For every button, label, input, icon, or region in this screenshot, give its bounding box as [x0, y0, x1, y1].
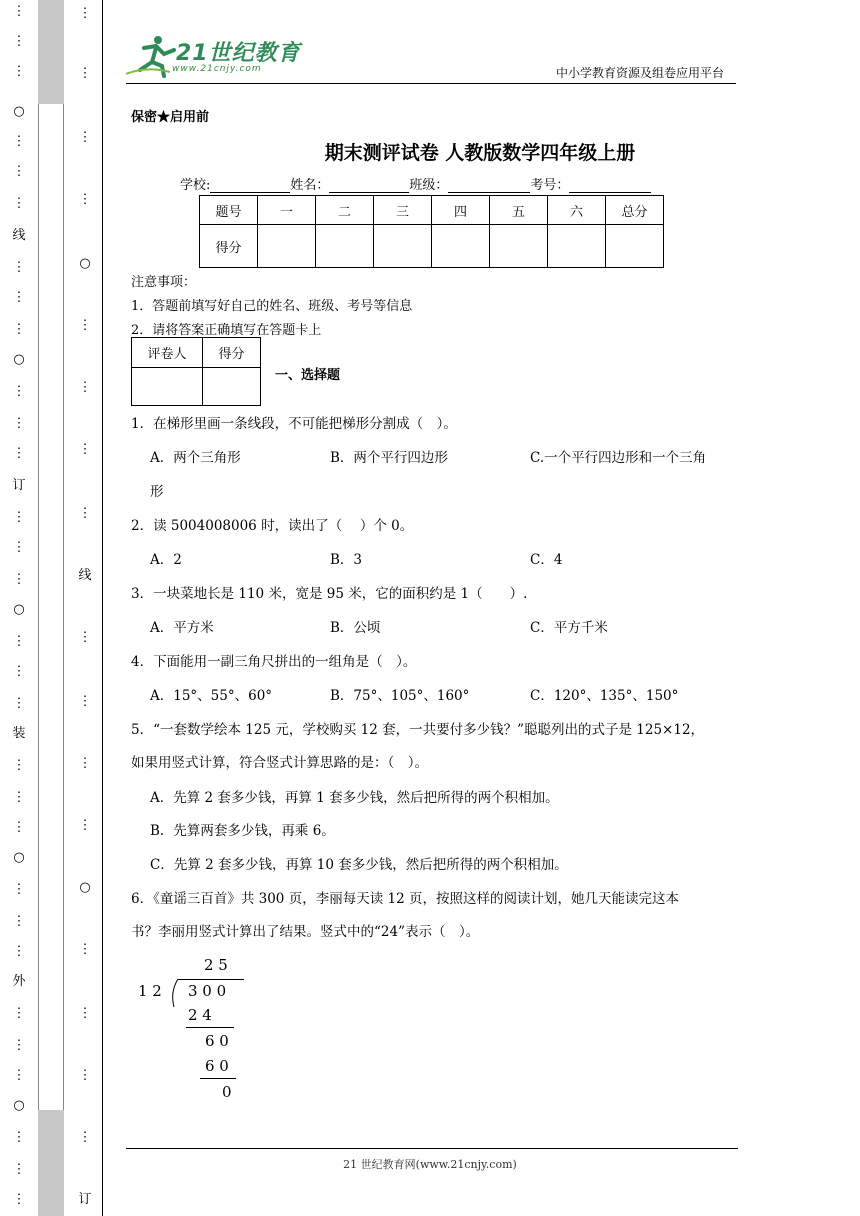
dots-mark: ⋮ — [12, 134, 26, 149]
binding-label-bind: 订 — [12, 478, 26, 493]
dots-mark: ⋮ — [12, 1038, 26, 1053]
class-blank[interactable] — [448, 179, 530, 193]
question-stem: 4．下面能用一副三角尺拼出的一组角是（ ）。 — [131, 654, 417, 670]
dots-mark: ⋮ — [78, 630, 92, 645]
footer-rule — [126, 1148, 738, 1149]
score-header: 五 — [490, 196, 548, 225]
dots-mark: ⋮ — [12, 1130, 26, 1145]
score-header: 六 — [548, 196, 606, 225]
dots-mark: ⋮ — [12, 416, 26, 431]
dots-mark: ⋮ — [12, 446, 26, 461]
circle-mark: ○ — [13, 850, 25, 865]
option-a[interactable]: A．15°、55°、60° — [150, 688, 273, 704]
ld-step-2: 6 0 — [205, 1032, 229, 1050]
footer-text: 21 世纪教育网(www.21cnjy.com) — [343, 1158, 517, 1171]
option-c[interactable]: C．平方千米 — [530, 620, 608, 636]
dots-mark: ⋮ — [12, 820, 26, 835]
dots-mark: ⋮ — [12, 540, 26, 555]
option-b[interactable]: B．两个平行四边形 — [330, 450, 448, 466]
dots-mark: ⋮ — [78, 442, 92, 457]
score-header: 一 — [258, 196, 316, 225]
grader-header: 评卷人 — [132, 338, 203, 368]
question-stem-cont: 如果用竖式计算，符合竖式计算思路的是：（ ）。 — [131, 755, 428, 771]
question-stem: 3．一块菜地长是 110 米，宽是 95 米，它的面积约是 1（ ）. — [131, 586, 528, 602]
grader-table — [131, 337, 261, 406]
dots-mark: ⋮ — [78, 192, 92, 207]
dots-mark: ⋮ — [12, 64, 26, 79]
dots-mark: ⋮ — [12, 944, 26, 959]
dots-mark: ⋮ — [12, 572, 26, 587]
score-table — [199, 195, 664, 268]
notes-item: 2．请将答案正确填写在答题卡上 — [131, 323, 322, 338]
dots-mark: ⋮ — [12, 696, 26, 711]
option-a[interactable]: A．平方米 — [150, 620, 214, 636]
grader-cell[interactable] — [203, 368, 261, 406]
option-c[interactable]: C．先算 2 套多少钱，再算 10 套多少钱，然后把所得的两个积相加。 — [150, 857, 568, 873]
dots-mark: ⋮ — [12, 664, 26, 679]
header-rule — [126, 83, 736, 84]
ld-rule — [186, 1027, 234, 1028]
exam-no-blank[interactable] — [569, 179, 651, 193]
ld-divisor: 1 2 — [138, 982, 162, 1000]
binding-label-bind-inner: 订 — [78, 1192, 92, 1207]
ld-dividend: 3 0 0 — [188, 982, 227, 1000]
dots-mark: ⋮ — [12, 882, 26, 897]
dots-mark: ⋮ — [12, 1006, 26, 1021]
dots-mark: ⋮ — [78, 756, 92, 771]
dots-mark: ⋮ — [78, 380, 92, 395]
ld-bracket-icon — [168, 978, 182, 1008]
grader-header: 得分 — [203, 338, 261, 368]
binding-label-install: 装 — [12, 726, 26, 741]
platform-label: 中小学教育资源及组卷应用平台 — [555, 66, 724, 80]
dots-mark: ⋮ — [12, 1162, 26, 1177]
dots-mark: ⋮ — [12, 510, 26, 525]
class-label: 班级： — [409, 178, 449, 193]
ld-rule — [200, 1078, 236, 1079]
option-c-wrap: 形 — [150, 484, 164, 500]
circle-mark: ○ — [13, 1098, 25, 1113]
binding-label-line: 线 — [12, 228, 26, 243]
score-cell[interactable] — [258, 225, 316, 268]
secret-label: 保密★启用前 — [131, 110, 210, 125]
logo-text: 21世纪教育 — [176, 41, 301, 66]
option-a[interactable]: A．两个三角形 — [150, 450, 241, 466]
name-label: 姓名： — [290, 178, 330, 193]
option-b[interactable]: B．先算两套多少钱，再乘 6。 — [150, 823, 335, 839]
option-c[interactable]: C．4 — [530, 552, 563, 568]
ld-remainder: 0 — [222, 1083, 232, 1101]
option-c[interactable]: C.一个平行四边形和一个三角 — [530, 450, 707, 466]
dots-mark: ⋮ — [12, 1192, 26, 1207]
circle-mark: ○ — [79, 880, 91, 895]
name-blank[interactable] — [329, 179, 409, 193]
circle-mark: ○ — [13, 602, 25, 617]
ld-step-1: 2 4 — [188, 1006, 212, 1024]
circle-mark: ○ — [13, 352, 25, 367]
dots-mark: ⋮ — [78, 130, 92, 145]
question-stem: 5．“一套数学绘本 125 元，学校购买 12 套，一共要付多少钱？”聪聪列出的式子是 125×12， — [131, 722, 705, 738]
grader-cell[interactable] — [132, 368, 203, 406]
ld-bar — [178, 979, 244, 980]
question-stem: 6．《童谣三百首》共 300 页，李丽每天读 12 页，按照这样的阅读计划，她几天能读完这本 — [131, 891, 679, 907]
dots-mark: ⋮ — [12, 790, 26, 805]
dots-mark: ⋮ — [78, 66, 92, 81]
score-header: 四 — [432, 196, 490, 225]
score-header: 二 — [316, 196, 374, 225]
binding-band-top-shade — [38, 0, 64, 104]
dots-mark: ⋮ — [12, 1068, 26, 1083]
score-cell[interactable] — [548, 225, 606, 268]
notes-title: 注意事项： — [131, 275, 197, 290]
exam-title: 期末测评试卷 人教版数学四年级上册 — [324, 142, 636, 164]
option-b[interactable]: B．3 — [330, 552, 363, 568]
option-b[interactable]: B．75°、105°、160° — [330, 688, 470, 704]
dots-mark: ⋮ — [78, 506, 92, 521]
dots-mark: ⋮ — [78, 942, 92, 957]
exam-no-label: 考号： — [530, 178, 570, 193]
dots-mark: ⋮ — [78, 1006, 92, 1021]
notes-item: 1．答题前填写好自己的姓名、班级、考号等信息 — [131, 299, 413, 314]
dots-mark: ⋮ — [12, 196, 26, 211]
score-cell[interactable] — [316, 225, 374, 268]
student-info-fields — [180, 174, 651, 193]
dots-mark: ⋮ — [78, 6, 92, 21]
circle-mark: ○ — [13, 104, 25, 119]
dots-mark: ⋮ — [78, 1130, 92, 1145]
binding-band — [38, 0, 64, 1216]
dots-mark: ⋮ — [12, 634, 26, 649]
score-cell[interactable] — [606, 225, 664, 268]
score-header: 题号 — [200, 196, 258, 225]
dots-mark: ⋮ — [12, 322, 26, 337]
notes — [131, 271, 412, 343]
school-blank[interactable] — [210, 179, 290, 193]
dots-mark: ⋮ — [12, 914, 26, 929]
dots-mark: ⋮ — [78, 694, 92, 709]
margin-rule — [102, 0, 103, 1216]
score-row-label: 得分 — [200, 225, 258, 268]
score-cell[interactable] — [432, 225, 490, 268]
dots-mark: ⋮ — [12, 34, 26, 49]
binding-label-line-inner: 线 — [78, 568, 92, 583]
ld-quotient: 2 5 — [204, 956, 228, 974]
question-stem-cont: 书？李丽用竖式计算出了结果。竖式中的“24”表示（ ）。 — [131, 924, 480, 940]
school-label: 学校: — [180, 178, 211, 193]
dots-mark: ⋮ — [78, 818, 92, 833]
dots-mark: ⋮ — [78, 318, 92, 333]
dots-mark: ⋮ — [12, 758, 26, 773]
score-cell[interactable] — [374, 225, 432, 268]
dots-mark: ⋮ — [12, 290, 26, 305]
score-header: 总分 — [606, 196, 664, 225]
dots-mark: ⋮ — [12, 384, 26, 399]
option-a[interactable]: A．先算 2 套多少钱，再算 1 套多少钱，然后把所得的两个积相加。 — [150, 790, 559, 806]
score-header: 三 — [374, 196, 432, 225]
binding-column-outer — [4, 0, 34, 1216]
dots-mark: ⋮ — [12, 260, 26, 275]
dots-mark: ⋮ — [12, 164, 26, 179]
circle-mark: ○ — [79, 256, 91, 271]
ld-step-3: 6 0 — [205, 1057, 229, 1075]
option-c[interactable]: C．120°、135°、150° — [530, 688, 679, 704]
binding-label-outer: 外 — [12, 974, 26, 989]
question-stem: 2．读 5004008006 时，读出了（ ）个 0。 — [131, 518, 414, 534]
question-stem: 1．在梯形里画一条线段，不可能把梯形分割成（ ）。 — [131, 416, 457, 432]
section-title: 一、选择题 — [275, 368, 341, 383]
dots-mark: ⋮ — [12, 4, 26, 19]
option-b[interactable]: B．公顷 — [330, 620, 381, 636]
binding-column-inner — [70, 0, 100, 1216]
score-cell[interactable] — [490, 225, 548, 268]
dots-mark: ⋮ — [78, 1068, 92, 1083]
option-a[interactable]: A．2 — [150, 552, 182, 568]
logo-url: www.21cnjy.com — [172, 64, 262, 74]
